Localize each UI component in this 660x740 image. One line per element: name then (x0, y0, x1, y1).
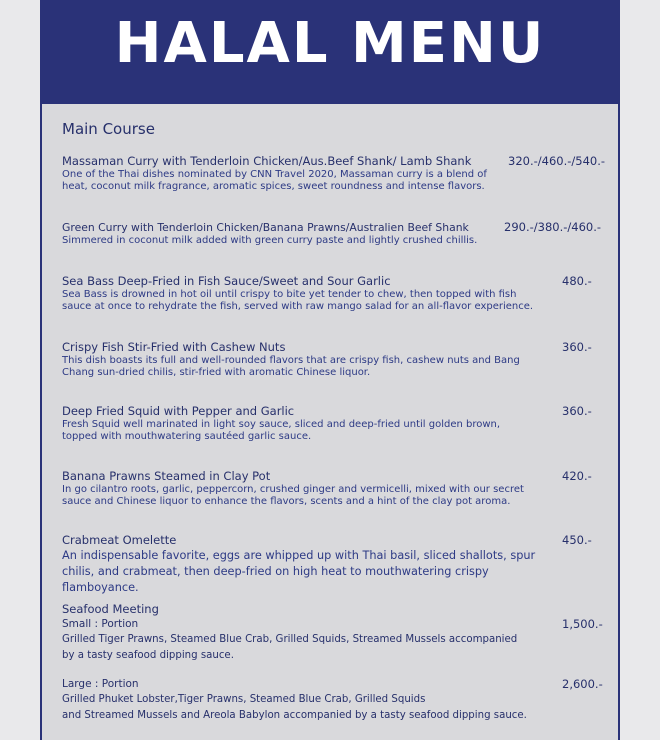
small-portion-label: Small : Portion (62, 618, 139, 630)
seafood-meeting-name: Seafood Meeting (62, 602, 159, 616)
menu-header-banner (42, 0, 618, 104)
menu-item-price: 450.- (562, 533, 592, 547)
menu-item-description: One of the Thai dishes nominated by CNN Travel 2020, Massaman curry is a blend of heat, coconut milk fragrance, aromatic spices, sweet roundness and intense flavors. (62, 169, 487, 192)
menu-item-description: In go cilantro roots, garlic, peppercorn, crushed ginger and vermicelli, mixed with our secret sauce and Chinese liquor to enhance the flavors, scents and a hint of the clay pot aroma. (62, 484, 524, 507)
menu-item-description: Simmered in coconut milk added with green curry paste and lightly crushed chillis. (62, 235, 478, 246)
menu-item (62, 404, 612, 443)
menu-item-description: Sea Bass is drowned in hot oil until crispy to bite yet tender to chew, then topped with fish sauce at once to rehydrate the fish, served with raw mango salad for an all-flavor experience. (62, 289, 534, 312)
menu-item-name: Banana Prawns Steamed in Clay Pot (62, 469, 271, 483)
menu-title: HALAL MENU (114, 11, 546, 76)
small-portion-price: 1,500.- (562, 617, 603, 631)
menu-item-description: Fresh Squid well marinated in light soy sauce, sliced and deep-fried until golden brown, topped with mouthwatering sautéed garlic sauce. (62, 419, 501, 442)
menu-item-name: Sea Bass Deep-Fried in Fish Sauce/Sweet and Sour Garlic (62, 274, 391, 288)
menu-item (62, 340, 612, 379)
menu-item-name: Crabmeat Omelette (62, 533, 177, 547)
menu-sheet (40, 0, 620, 740)
seafood-meeting (62, 602, 612, 664)
large-portion-line-1: Grilled Phuket Lobster,Tiger Prawns, Steamed Blue Crab, Grilled Squids (62, 694, 426, 705)
menu-item (62, 274, 612, 313)
menu-item-name: Massaman Curry with Tenderloin Chicken/Aus.Beef Shank/ Lamb Shank (62, 154, 472, 168)
small-portion-line-2: by a tasty seafood dipping sauce. (62, 650, 234, 661)
menu-item-name: Deep Fried Squid with Pepper and Garlic (62, 404, 295, 418)
large-portion (62, 677, 612, 724)
menu-item-price: 420.- (562, 469, 592, 483)
menu-item-price: 360.- (562, 340, 592, 354)
large-portion-line-2: and Streamed Mussels and Areola Babylon accompanied by a tasty seafood dipping sauce. (62, 710, 527, 721)
large-portion-label: Large : Portion (62, 678, 139, 690)
menu-item (62, 533, 612, 596)
menu-item-price: 480.- (562, 274, 592, 288)
menu-item-price: 290.-/380.-/460.- (504, 220, 602, 234)
menu-item-price: 360.- (562, 404, 592, 418)
small-portion-line-1: Grilled Tiger Prawns, Steamed Blue Crab, Grilled Squids, Streamed Mussels accompanied (62, 634, 518, 645)
large-portion-price: 2,600.- (562, 677, 603, 691)
menu-item-price: 320.-/460.-/540.- (508, 154, 606, 168)
menu-item-name: Green Curry with Tenderloin Chicken/Banana Prawns/Australien Beef Shank (62, 221, 469, 234)
section-title: Main Course (62, 120, 155, 138)
menu-item-name: Crispy Fish Stir-Fried with Cashew Nuts (62, 340, 286, 354)
menu-item-description: An indispensable favorite, eggs are whipped up with Thai basil, sliced shallots, spur chilis, and crabmeat, then deep-fried on high heat to mouthwatering crispy flamboyance. (62, 549, 536, 594)
menu-item-description: This dish boasts its full and well-rounded flavors that are crispy fish, cashew nuts and Bang Chang sun-dried chilis, stir-fried with aromatic Chinese liquor. (62, 355, 520, 378)
menu-item (62, 469, 612, 508)
